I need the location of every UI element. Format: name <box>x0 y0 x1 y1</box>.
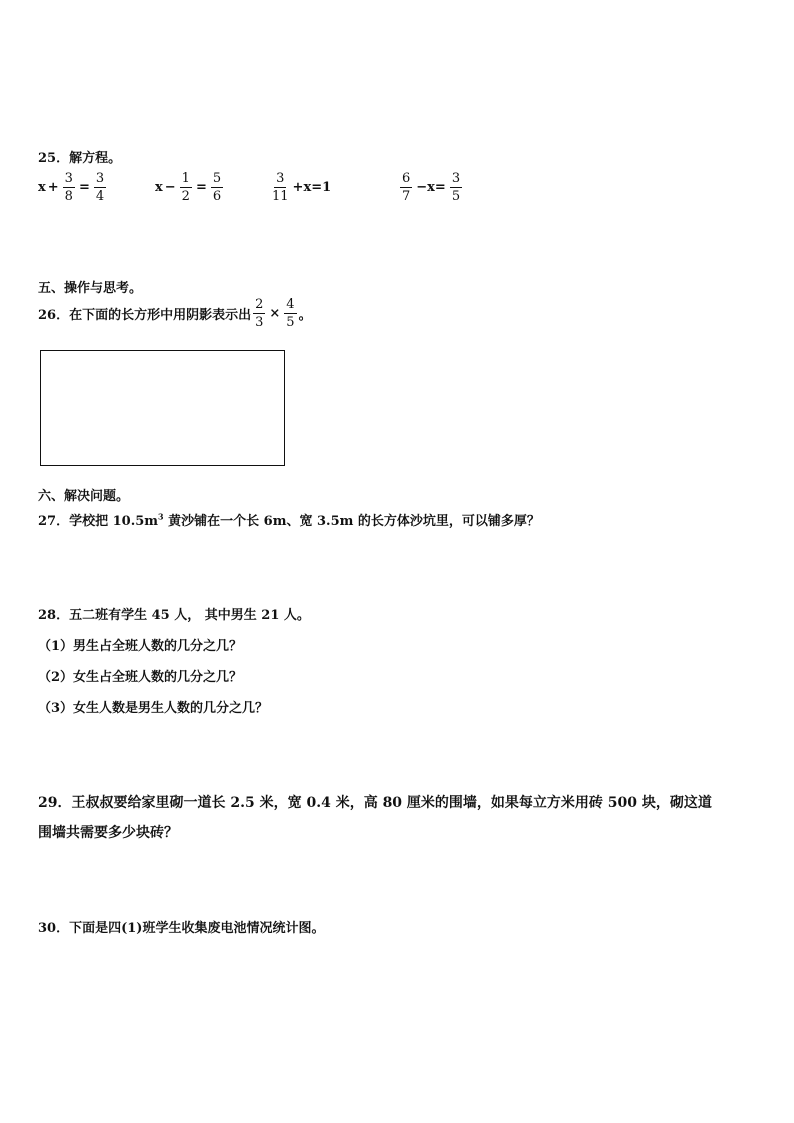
eq1-frac-b-den: 4 <box>95 189 105 204</box>
q28-title: 28．五二班有学生 45 人， 其中男生 21 人。 <box>38 608 310 623</box>
eq2-op: − <box>164 180 176 195</box>
q26-suffix: 。 <box>298 308 312 323</box>
q26-frac-b-den: 5 <box>286 315 295 330</box>
eq2-frac-b-num: 5 <box>212 171 222 186</box>
q26-times: × <box>269 306 281 321</box>
q29-line-1: 29．王叔叔要给家里砌一道长 2.5 米，宽 0.4 米，高 80 厘米的围墙，如果每立方米用砖 500 块，砌这道 <box>38 795 712 811</box>
equation-1 <box>38 172 108 203</box>
q27-suffix: 黄沙铺在一个长 6m、宽 3.5m 的长方体沙坑里，可以铺多厚？ <box>163 514 540 529</box>
q28-sub-2: （2）女生占全班人数的几分之几？ <box>38 670 243 685</box>
equation-2 <box>155 172 225 203</box>
q26-frac-a-num: 2 <box>255 297 264 312</box>
eq1-frac-a-num: 3 <box>64 171 73 186</box>
eq1-frac-b <box>94 172 106 203</box>
q25-title: 25．解方程。 <box>38 151 122 166</box>
eq3-rest: +x=1 <box>292 180 332 195</box>
eq2-frac-a <box>180 172 192 203</box>
eq2-frac-b-den: 6 <box>212 189 222 204</box>
q30-text: 30．下面是四(1)班学生收集废电池情况统计图。 <box>38 921 325 936</box>
shading-rectangle[interactable] <box>40 350 285 466</box>
eq2-var: x <box>155 180 163 195</box>
eq3-frac-a-den: 11 <box>272 189 289 204</box>
q28-sub-3: （3）女生人数是男生人数的几分之几？ <box>38 701 269 716</box>
q27-sup: 3 <box>158 511 164 522</box>
eq2-frac-a-den: 2 <box>181 189 190 204</box>
eq4-frac-b-num: 3 <box>451 171 461 186</box>
q26-text <box>38 298 312 329</box>
q26-frac-a-den: 3 <box>255 315 264 330</box>
eq1-var: x <box>38 180 46 195</box>
equation-3 <box>268 172 331 203</box>
q26-prefix: 26．在下面的长方形中用阴影表示出 <box>38 308 252 323</box>
eq1-frac-a-den: 8 <box>64 189 73 204</box>
eq2-equals: = <box>195 180 207 195</box>
eq3-frac-a-num: 3 <box>276 171 285 186</box>
eq1-frac-b-num: 3 <box>95 171 105 186</box>
section-6-heading: 六、解决问题。 <box>38 489 130 504</box>
eq4-frac-a-num: 6 <box>402 171 411 186</box>
q26-frac-b <box>284 298 296 329</box>
q26-frac-b-num: 4 <box>286 297 295 312</box>
eq4-frac-b <box>450 172 462 203</box>
eq1-frac-a <box>63 172 75 203</box>
equation-4 <box>398 172 464 203</box>
eq2-frac-a-num: 1 <box>181 171 190 186</box>
eq4-mid: −x= <box>416 180 446 195</box>
eq1-op: + <box>47 180 59 195</box>
eq4-frac-b-den: 5 <box>451 189 461 204</box>
eq4-frac-a <box>400 172 412 203</box>
q28-sub-1: （1）男生占全班人数的几分之几？ <box>38 639 243 654</box>
eq2-frac-b <box>211 172 223 203</box>
eq3-frac-a <box>270 172 291 203</box>
q27-prefix: 27．学校把 10.5m <box>38 514 159 529</box>
q29-line-2: 围墙共需要多少块砖？ <box>38 825 178 841</box>
eq1-equals: = <box>78 180 90 195</box>
eq4-frac-a-den: 7 <box>402 189 411 204</box>
q26-frac-a <box>253 298 265 329</box>
section-5-heading: 五、操作与思考。 <box>38 281 143 296</box>
q27-text <box>38 510 540 529</box>
